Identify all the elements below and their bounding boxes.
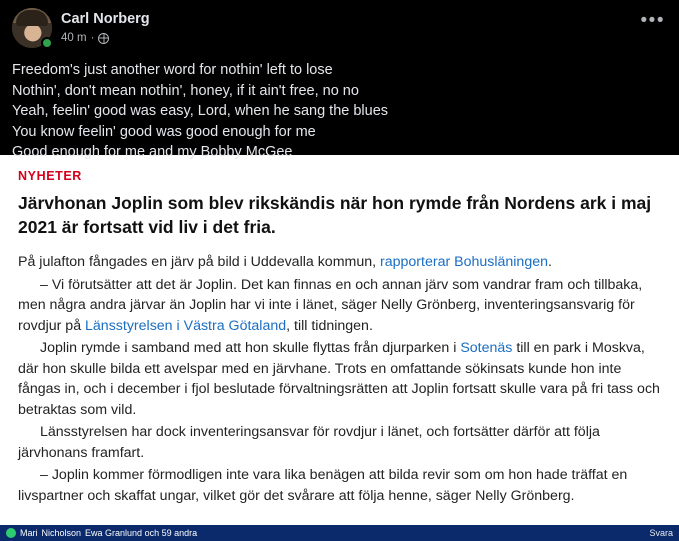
reaction-item[interactable] bbox=[0, 525, 203, 541]
reaction-label: Mari bbox=[20, 528, 38, 538]
reply-label[interactable]: Svara bbox=[649, 528, 673, 538]
article-paragraph: På julafton fångades en järv på bild i Uddevalla kommun, rapporterar Bohusläningen. bbox=[18, 254, 552, 270]
post-meta-separator: · bbox=[90, 32, 95, 44]
avatar-hair bbox=[16, 10, 48, 26]
post-text-line: Freedom's just another word for nothin' left to lose bbox=[12, 62, 333, 78]
article-paragraph: Joplin rymde i samband med att hon skulle flyttas från djurparken i Sotenäs till en park i Moskva, där hon skulle bilda ett avelspar med en järvhane. Trots en omfattande sökinsats kunde hon inte fångas in, och i december i fjol beslutade förvaltningsrätten att Joplin fortsatt skulle vara på fri tass och betraktas som vild. bbox=[18, 340, 660, 418]
avatar[interactable] bbox=[12, 8, 52, 48]
post-header bbox=[12, 8, 667, 48]
article-paragraph: Länsstyrelsen har dock inventeringsansvar för rovdjur i länet, och fortsätter därför att följa järvhonans framfart. bbox=[18, 424, 600, 461]
post-timestamp[interactable]: 40 m bbox=[61, 32, 87, 44]
post-text-line: Yeah, feelin' good was easy, Lord, when he sang the blues bbox=[12, 103, 389, 119]
post-text bbox=[12, 60, 667, 163]
post-text-line: You know feelin' good was good enough for me bbox=[12, 123, 316, 140]
article-link[interactable]: rapporterar Bohusläningen bbox=[380, 254, 548, 270]
article-body bbox=[18, 252, 661, 506]
article bbox=[0, 155, 679, 506]
messenger-icon bbox=[6, 528, 16, 538]
online-status-icon bbox=[41, 37, 53, 49]
post-text-line: Nothin', don't mean nothin', honey, if it ain't free, no no bbox=[12, 82, 359, 99]
post-meta bbox=[61, 30, 150, 46]
social-post bbox=[0, 0, 679, 160]
article-link[interactable]: Länsstyrelsen i Västra Götaland bbox=[85, 317, 287, 334]
reaction-label: Ewa Granlund och 59 andra bbox=[85, 528, 198, 538]
article-paragraph: – Joplin kommer förmodligen inte vara lika benägen att bilda revir som om hon hade träffat en livspartner och skaffat ungar, vilket gör det svårare att följa henne, säger Nelly Grönberg. bbox=[18, 467, 628, 504]
ellipsis-icon[interactable]: ••• bbox=[640, 10, 665, 31]
post-author-block bbox=[61, 8, 150, 46]
globe-icon bbox=[98, 33, 109, 44]
post-author-name[interactable]: Carl Norberg bbox=[61, 11, 150, 27]
article-kicker: NYHETER bbox=[18, 169, 82, 183]
post-text-line: Good enough for me and my Bobby McGee bbox=[12, 144, 293, 160]
article-link[interactable]: Sotenäs bbox=[460, 340, 513, 356]
reaction-label: Nicholson bbox=[41, 528, 82, 538]
article-headline: Järvhonan Joplin som blev rikskändis när hon rymde från Nordens ark i maj 2021 är fortsatt vid liv i det fria. bbox=[18, 193, 652, 237]
article-paragraph: – Vi förutsätter att det är Joplin. Det kan finnas en och annan järv som vandrar fram och tillbaka, men några andra järvar än Joplin har vi inte i länet, säger Nelly Grönberg, inventeringsansvarig för rovdjur på Länsstyrelsen i Västra Götaland, till tidningen. bbox=[18, 276, 643, 334]
bottom-bar bbox=[0, 525, 679, 541]
